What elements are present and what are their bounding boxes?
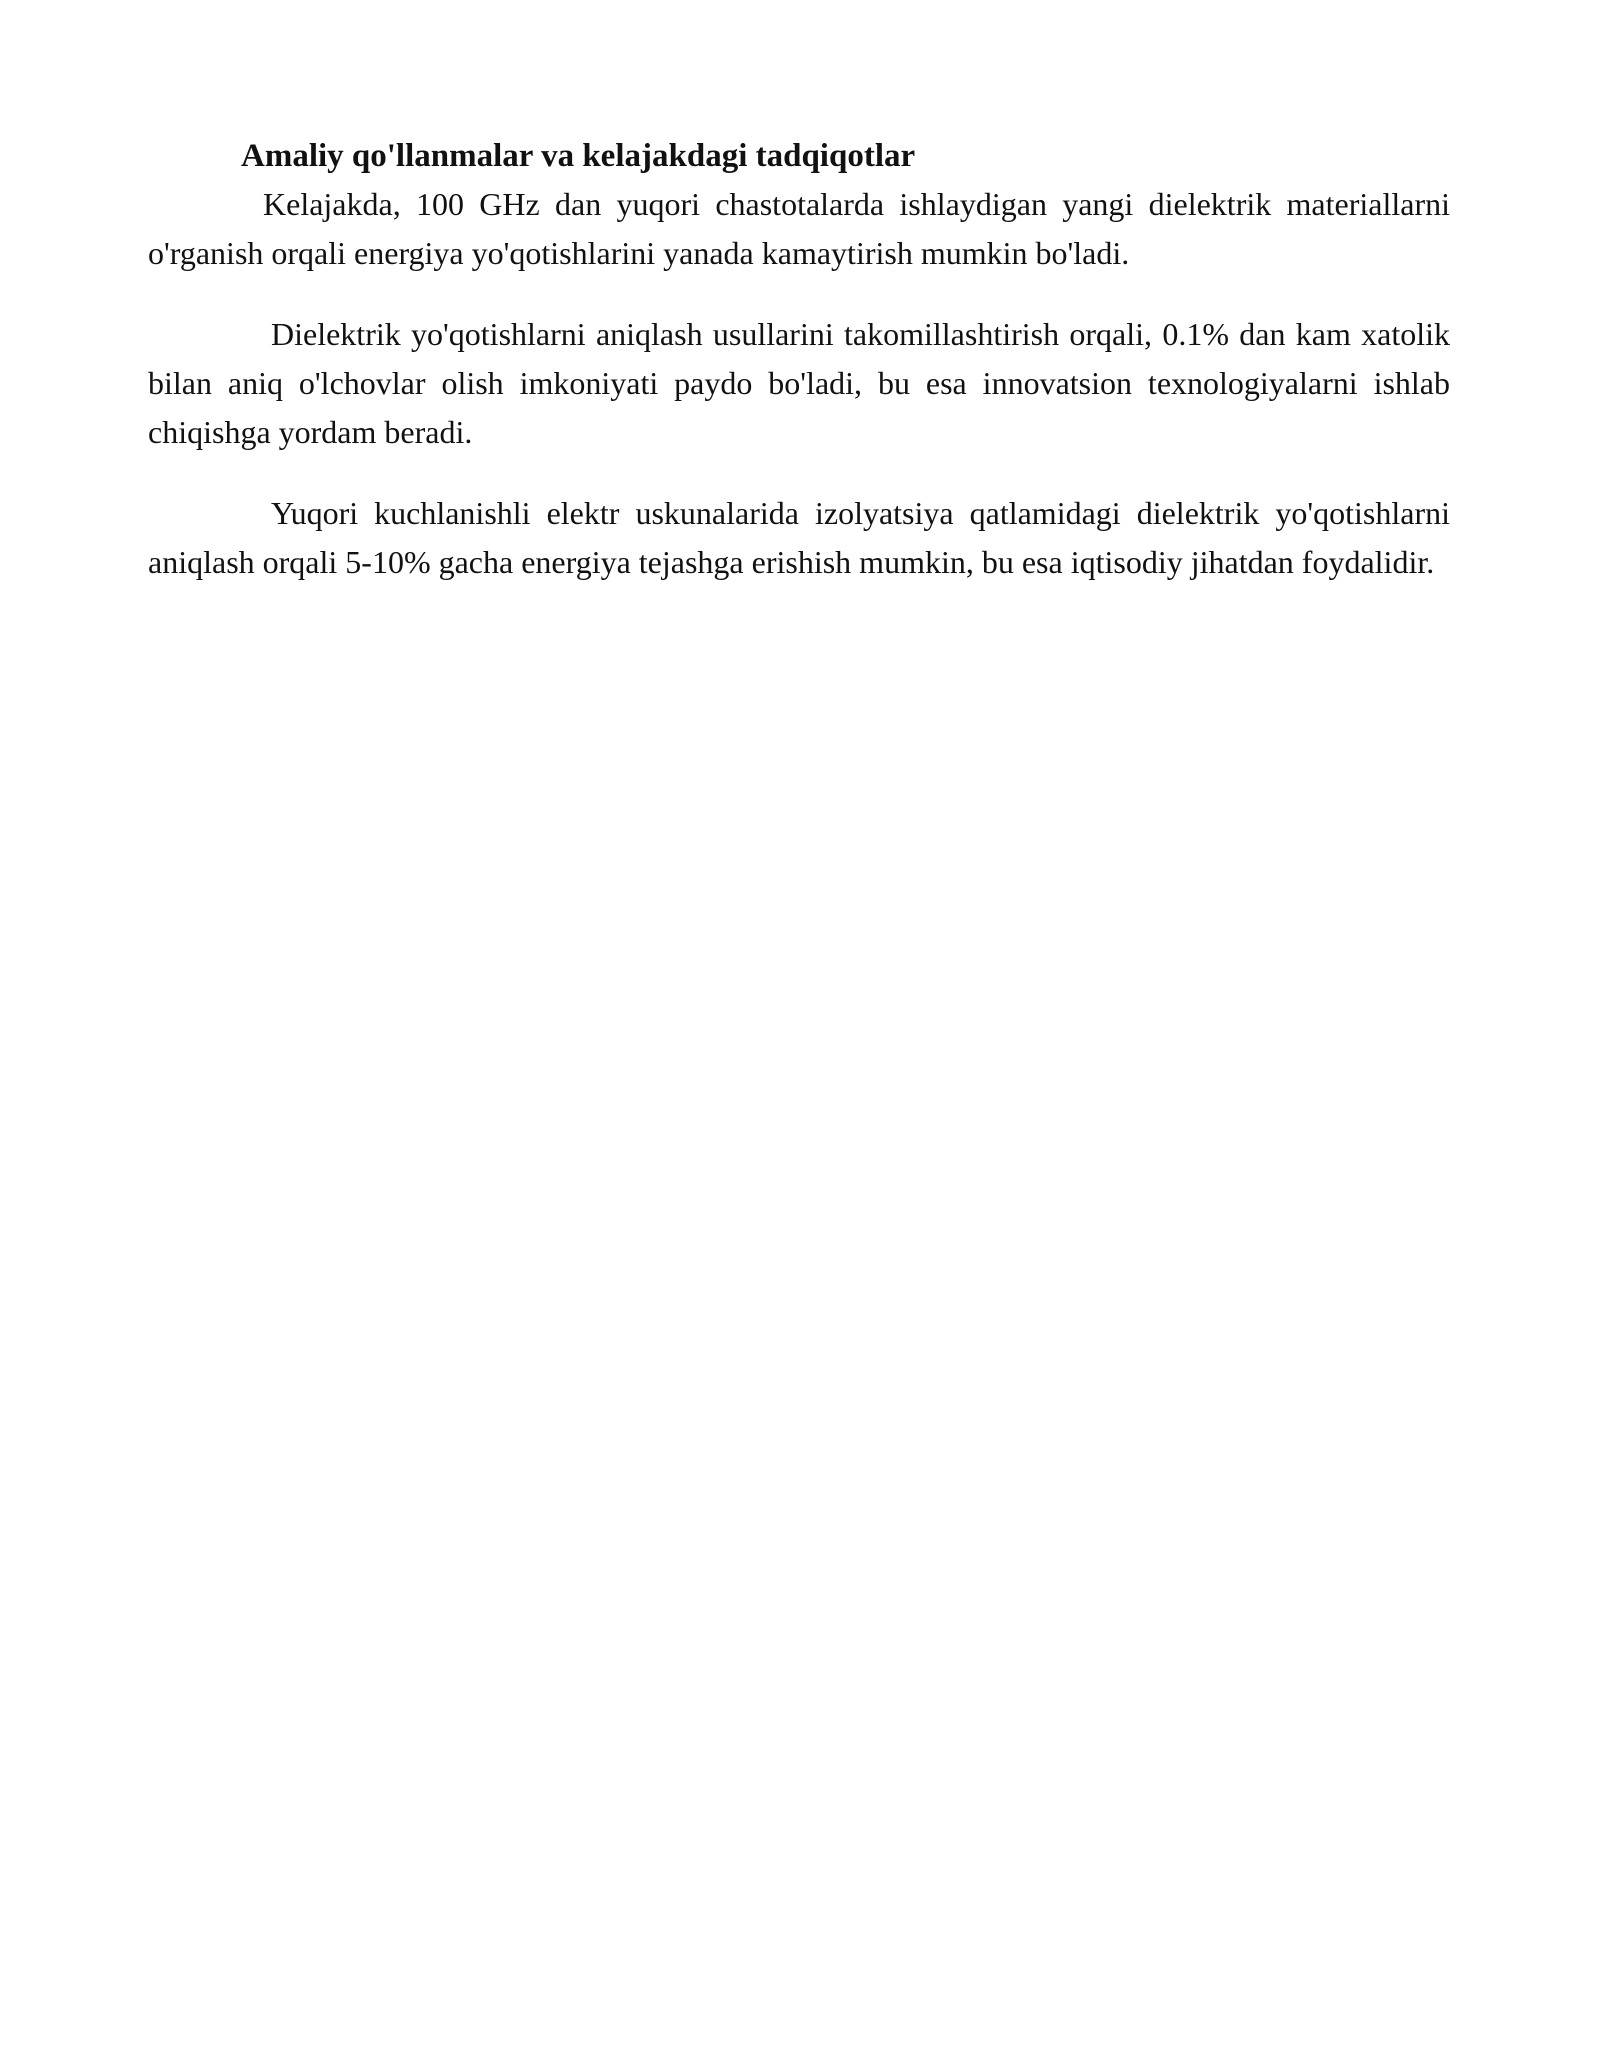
document-body: [148, 132, 1450, 587]
section-heading: Amaliy qo'llanmalar va kelajakdagi tadqiqotlar: [241, 138, 916, 174]
paragraph-energy-savings: Yuqori kuchlanishli elektr uskunalarida izolyatsiya qatlamidagi dielektrik yo'qotishlarni aniqlash orqali 5-10% gacha energiya tejashga erishish mumkin, bu esa iqtisodiy jihatdan foydalidir.: [148, 495, 1450, 580]
paragraph-future-materials: Kelajakda, 100 GHz dan yuqori chastotalarda ishlaydigan yangi dielektrik materiallarni o'rganish orqali energiya yo'qotishlarini yanada kamaytirish mumkin bo'ladi.: [148, 186, 1450, 271]
paragraph-measurement-methods: Dielektrik yo'qotishlarni aniqlash usullarini takomillashtirish orqali, 0.1% dan kam xatolik bilan aniq o'lchovlar olish imkoniyati paydo bo'ladi, bu esa innovatsion texnologiyalarni ishlab chiqishga yordam beradi.: [148, 316, 1450, 450]
